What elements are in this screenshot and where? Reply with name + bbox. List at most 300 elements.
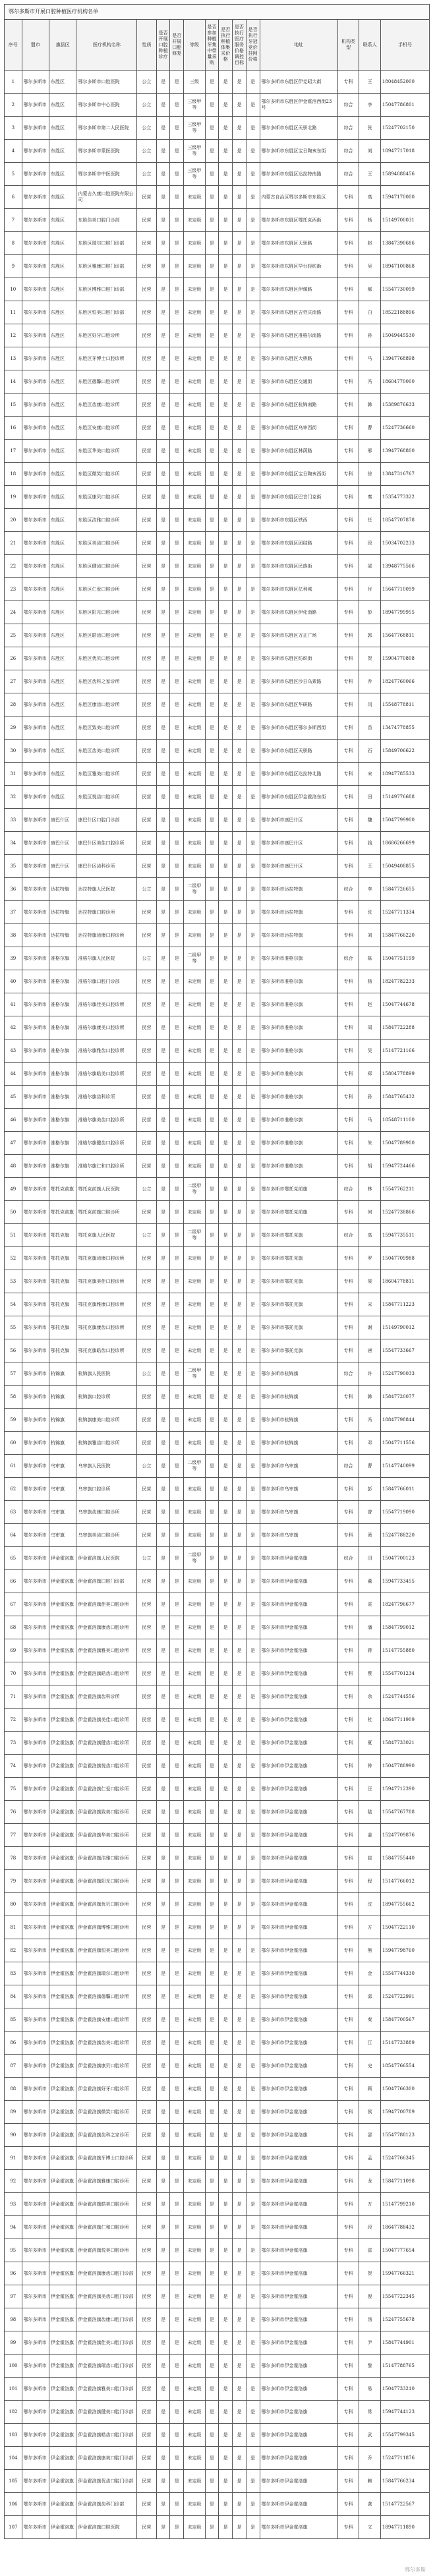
- cell-city: 鄂尔多斯市: [22, 1616, 49, 1639]
- cell-a: 是: [156, 2285, 170, 2308]
- cell-nat: 民营: [137, 2262, 157, 2285]
- cell-c: 是: [205, 1593, 219, 1616]
- cell-idx: 89: [5, 2101, 22, 2124]
- cell-phone: 15547733667: [380, 1339, 429, 1362]
- cell-phone: 15547744330: [380, 1962, 429, 1985]
- cell-lvl: 未定级: [184, 693, 206, 717]
- cell-lvl: 二级甲等: [184, 1547, 206, 1570]
- cell-idx: 8: [5, 232, 22, 255]
- table-row: [5, 1962, 430, 1985]
- cell-addr: 鄂尔多斯市准格尔旗: [260, 1086, 337, 1109]
- cell-lvl: 未定级: [184, 278, 206, 301]
- cell-f: 是: [246, 509, 260, 532]
- cell-addr: 鄂尔多斯市伊金霍洛旗: [260, 1801, 337, 1824]
- cell-name: 伊金霍洛旗口腔医院: [76, 2516, 137, 2539]
- cell-d: 是: [219, 1916, 233, 1939]
- cell-d: 是: [219, 1432, 233, 1455]
- cell-kind: 专科: [337, 2401, 359, 2424]
- cell-name: 乌审旗人民医院: [76, 1455, 137, 1478]
- cell-lvl: 未定级: [184, 2124, 206, 2147]
- cell-c: 是: [205, 1732, 219, 1755]
- cell-c: 是: [205, 2193, 219, 2216]
- cell-idx: 62: [5, 1478, 22, 1501]
- cell-c: 是: [205, 1109, 219, 1132]
- cell-a: 是: [156, 1939, 170, 1962]
- cell-b: 是: [170, 1593, 184, 1616]
- cell-contact: 冯: [359, 370, 381, 394]
- cell-contact: 赵: [359, 993, 381, 1016]
- cell-idx: 1: [5, 71, 22, 94]
- cell-dist: 康巴什区: [49, 855, 76, 878]
- cell-lvl: 未定级: [184, 670, 206, 693]
- header-cell: 联系人: [359, 20, 381, 71]
- table-row: [5, 2493, 430, 2516]
- cell-idx: 3: [5, 117, 22, 140]
- cell-name: 伊金霍洛旗仁和口腔诊所: [76, 2216, 137, 2239]
- table-row: [5, 117, 430, 140]
- cell-nat: 民营: [137, 1985, 157, 2008]
- cell-d: 是: [219, 2493, 233, 2516]
- cell-d: 是: [219, 1870, 233, 1893]
- cell-kind: 专科: [337, 1109, 359, 1132]
- cell-e: 是: [233, 163, 246, 186]
- cell-lvl: 未定级: [184, 1155, 206, 1178]
- table-header-row: [5, 20, 430, 71]
- cell-phone: 15547719090: [380, 1501, 429, 1524]
- cell-c: 是: [205, 1662, 219, 1685]
- cell-phone: 15149790012: [380, 1316, 429, 1339]
- cell-name: 准格尔旗人民医院: [76, 947, 137, 970]
- cell-c: 是: [205, 1086, 219, 1109]
- cell-city: 鄂尔多斯市: [22, 647, 49, 670]
- cell-lvl: 未定级: [184, 2147, 206, 2170]
- cell-nat: 民营: [137, 1524, 157, 1547]
- cell-lvl: 未定级: [184, 1755, 206, 1778]
- cell-phone: 18947755662: [380, 1893, 429, 1916]
- cell-city: 鄂尔多斯市: [22, 1270, 49, 1293]
- cell-nat: 民营: [137, 1316, 157, 1339]
- cell-d: 是: [219, 394, 233, 417]
- cell-city: 鄂尔多斯市: [22, 1178, 49, 1201]
- cell-kind: 专科: [337, 624, 359, 647]
- table-row: [5, 717, 430, 740]
- cell-name: 鄂托克旗康齿口腔诊所: [76, 1316, 137, 1339]
- cell-c: 是: [205, 117, 219, 140]
- table-row: [5, 71, 430, 94]
- cell-contact: 余: [359, 1685, 381, 1709]
- cell-b: 是: [170, 763, 184, 786]
- cell-addr: 鄂尔多斯市东胜区民族街: [260, 555, 337, 578]
- cell-contact: 刘: [359, 924, 381, 947]
- cell-city: 鄂尔多斯市: [22, 717, 49, 740]
- cell-phone: 15804778899: [380, 1063, 429, 1086]
- cell-kind: 专科: [337, 2516, 359, 2539]
- cell-addr: 鄂尔多斯市准格尔旗: [260, 1155, 337, 1178]
- cell-idx: 9: [5, 255, 22, 278]
- cell-dist: 杭锦旗: [49, 1432, 76, 1455]
- cell-e: 是: [233, 2401, 246, 2424]
- cell-name: 鄂尔多斯市中医医院: [76, 163, 137, 186]
- cell-addr: 鄂尔多斯市伊金霍洛旗: [260, 2331, 337, 2355]
- cell-c: 是: [205, 1386, 219, 1409]
- cell-d: 是: [219, 486, 233, 509]
- cell-phone: 15947724466: [380, 1155, 429, 1178]
- cell-name: 伊金霍洛旗齿科之家诊所: [76, 2124, 137, 2147]
- cell-c: 是: [205, 301, 219, 324]
- table-row: [5, 1639, 430, 1662]
- cell-contact: 姜: [359, 1824, 381, 1847]
- cell-kind: 专科: [337, 1132, 359, 1155]
- cell-f: 是: [246, 1547, 260, 1570]
- cell-phone: 15947712390: [380, 1778, 429, 1801]
- cell-a: 是: [156, 163, 170, 186]
- cell-d: 是: [219, 1178, 233, 1201]
- table-row: [5, 1063, 430, 1086]
- cell-a: 是: [156, 186, 170, 209]
- cell-city: 鄂尔多斯市: [22, 2170, 49, 2193]
- cell-f: 是: [246, 1039, 260, 1063]
- cell-idx: 97: [5, 2285, 22, 2308]
- cell-kind: 专科: [337, 1847, 359, 1870]
- cell-lvl: 未定级: [184, 717, 206, 740]
- cell-city: 鄂尔多斯市: [22, 1524, 49, 1547]
- cell-dist: 伊金霍洛旗: [49, 2055, 76, 2078]
- cell-c: 是: [205, 832, 219, 855]
- cell-name: 杭锦旗人民医院: [76, 1362, 137, 1386]
- cell-b: 是: [170, 1316, 184, 1339]
- cell-d: 是: [219, 2331, 233, 2355]
- cell-name: 鄂托克旗齿康口腔诊所: [76, 1247, 137, 1270]
- cell-contact: 顾: [359, 2078, 381, 2101]
- cell-d: 是: [219, 1709, 233, 1732]
- cell-d: 是: [219, 670, 233, 693]
- cell-phone: 15647710099: [380, 578, 429, 601]
- cell-city: 鄂尔多斯市: [22, 1293, 49, 1316]
- table-row: [5, 2424, 430, 2447]
- cell-a: 是: [156, 1386, 170, 1409]
- cell-b: 是: [170, 1755, 184, 1778]
- header-cell: 是否开展口腔修复: [170, 20, 184, 71]
- cell-e: 是: [233, 1801, 246, 1824]
- cell-nat: 民营: [137, 1432, 157, 1455]
- cell-d: 是: [219, 2516, 233, 2539]
- cell-d: 是: [219, 1939, 233, 1962]
- cell-dist: 东胜区: [49, 555, 76, 578]
- cell-c: 是: [205, 370, 219, 394]
- cell-dist: 准格尔旗: [49, 1016, 76, 1039]
- cell-a: 是: [156, 1339, 170, 1362]
- cell-kind: 专科: [337, 347, 359, 370]
- cell-d: 是: [219, 878, 233, 901]
- cell-c: 是: [205, 1247, 219, 1270]
- table-row: [5, 1247, 430, 1270]
- cell-f: 是: [246, 2378, 260, 2401]
- table-row: [5, 970, 430, 993]
- cell-c: 是: [205, 2447, 219, 2470]
- cell-c: 是: [205, 740, 219, 763]
- cell-nat: 民营: [137, 1132, 157, 1155]
- cell-b: 是: [170, 1985, 184, 2008]
- cell-contact: 乔: [359, 2447, 381, 2470]
- cell-dist: 东胜区: [49, 394, 76, 417]
- cell-f: 是: [246, 901, 260, 924]
- cell-name: 东胜区皓齿口腔诊所: [76, 624, 137, 647]
- cell-d: 是: [219, 2147, 233, 2170]
- cell-kind: 专科: [337, 2331, 359, 2355]
- cell-kind: 专科: [337, 1270, 359, 1293]
- cell-c: 是: [205, 1685, 219, 1709]
- cell-f: 是: [246, 2424, 260, 2447]
- cell-name: 东胜区牙博士口腔诊所: [76, 347, 137, 370]
- cell-nat: 民营: [137, 324, 157, 347]
- cell-contact: 蒋: [359, 1639, 381, 1662]
- table-row: [5, 1155, 430, 1178]
- cell-nat: 公立: [137, 947, 157, 970]
- cell-addr: 鄂尔多斯市东胜区亿利城: [260, 578, 337, 601]
- cell-f: 是: [246, 255, 260, 278]
- cell-idx: 36: [5, 878, 22, 901]
- cell-f: 是: [246, 2239, 260, 2262]
- table-row: [5, 555, 430, 578]
- cell-name: 鄂尔多斯市第二人民医院: [76, 117, 137, 140]
- cell-kind: 专科: [337, 1570, 359, 1593]
- cell-contact: 龚: [359, 2493, 381, 2516]
- cell-dist: 鄂托克旗: [49, 1293, 76, 1316]
- cell-a: 是: [156, 486, 170, 509]
- cell-lvl: 未定级: [184, 578, 206, 601]
- cell-idx: 26: [5, 647, 22, 670]
- cell-d: 是: [219, 140, 233, 163]
- cell-dist: 东胜区: [49, 463, 76, 486]
- cell-contact: 唐: [359, 1339, 381, 1362]
- table-row: [5, 509, 430, 532]
- cell-kind: 专科: [337, 1247, 359, 1270]
- cell-b: 是: [170, 2055, 184, 2078]
- cell-lvl: 三级甲等: [184, 94, 206, 117]
- cell-name: 东胜区华美口腔诊所: [76, 440, 137, 463]
- cell-a: 是: [156, 1732, 170, 1755]
- cell-e: 是: [233, 2032, 246, 2055]
- cell-idx: 4: [5, 140, 22, 163]
- table-row: [5, 1293, 430, 1316]
- cell-kind: 专科: [337, 578, 359, 601]
- cell-phone: 15147733889: [380, 2032, 429, 2055]
- cell-e: 是: [233, 763, 246, 786]
- cell-nat: 民营: [137, 2447, 157, 2470]
- cell-dist: 东胜区: [49, 186, 76, 209]
- cell-kind: 综合: [337, 163, 359, 186]
- cell-f: 是: [246, 878, 260, 901]
- table-row: [5, 2124, 430, 2147]
- cell-addr: 鄂尔多斯市伊金霍洛旗: [260, 2285, 337, 2308]
- cell-f: 是: [246, 2101, 260, 2124]
- cell-phone: 15947733455: [380, 1570, 429, 1593]
- table-row: [5, 2285, 430, 2308]
- cell-idx: 58: [5, 1386, 22, 1409]
- cell-e: 是: [233, 94, 246, 117]
- cell-b: 是: [170, 486, 184, 509]
- cell-phone: 15947700789: [380, 2101, 429, 2124]
- cell-contact: 汤: [359, 2308, 381, 2331]
- cell-city: 鄂尔多斯市: [22, 670, 49, 693]
- table-row: [5, 2470, 430, 2493]
- table-row: [5, 2378, 430, 2401]
- cell-c: 是: [205, 993, 219, 1016]
- cell-dist: 东胜区: [49, 763, 76, 786]
- cell-f: 是: [246, 2516, 260, 2539]
- cell-dist: 东胜区: [49, 278, 76, 301]
- cell-dist: 乌审旗: [49, 1501, 76, 1524]
- cell-addr: 鄂尔多斯市伊金霍洛旗: [260, 1662, 337, 1685]
- cell-addr: 鄂尔多斯市伊金霍洛旗: [260, 2470, 337, 2493]
- cell-dist: 乌审旗: [49, 1478, 76, 1501]
- cell-addr: 鄂尔多斯市伊金霍洛旗: [260, 2170, 337, 2193]
- cell-a: 是: [156, 1893, 170, 1916]
- cell-e: 是: [233, 1847, 246, 1870]
- cell-phone: 15894888456: [380, 163, 429, 186]
- cell-f: 是: [246, 647, 260, 670]
- cell-city: 鄂尔多斯市: [22, 440, 49, 463]
- cell-name: 准格尔旗齿科诊所: [76, 1086, 137, 1109]
- cell-d: 是: [219, 2355, 233, 2378]
- table-row: [5, 1362, 430, 1386]
- cell-nat: 民营: [137, 2078, 157, 2101]
- cell-addr: 鄂尔多斯市东胜区伊金霍洛西街23号: [260, 94, 337, 117]
- cell-name: 达拉特旗口腔诊所: [76, 901, 137, 924]
- cell-c: 是: [205, 1016, 219, 1039]
- cell-name: 伊金霍洛旗瑞齿口腔门诊部: [76, 2355, 137, 2378]
- table-row: [5, 993, 430, 1016]
- cell-nat: 民营: [137, 1685, 157, 1709]
- cell-e: 是: [233, 2308, 246, 2331]
- cell-nat: 民营: [137, 2124, 157, 2147]
- cell-idx: 19: [5, 486, 22, 509]
- cell-addr: 鄂尔多斯市伊金霍洛旗: [260, 2078, 337, 2101]
- cell-f: 是: [246, 1247, 260, 1270]
- cell-contact: 高: [359, 1224, 381, 1247]
- cell-idx: 105: [5, 2470, 22, 2493]
- cell-dist: 杭锦旗: [49, 1386, 76, 1409]
- cell-addr: 鄂尔多斯市伊金霍洛旗: [260, 2055, 337, 2078]
- table-row: [5, 1386, 430, 1409]
- cell-lvl: 未定级: [184, 1616, 206, 1639]
- cell-c: 是: [205, 2008, 219, 2032]
- cell-idx: 85: [5, 2008, 22, 2032]
- cell-d: 是: [219, 347, 233, 370]
- cell-a: 是: [156, 1109, 170, 1132]
- cell-b: 是: [170, 1178, 184, 1201]
- cell-city: 鄂尔多斯市: [22, 2124, 49, 2147]
- cell-phone: 15847711223: [380, 1293, 429, 1316]
- cell-name: 伊金霍洛旗皓齿口腔诊所: [76, 1662, 137, 1685]
- cell-name: 伊金霍洛旗雅美口腔门诊部: [76, 2378, 137, 2401]
- cell-city: 鄂尔多斯市: [22, 2101, 49, 2124]
- cell-name: 鄂托克旗人民医院: [76, 1224, 137, 1247]
- cell-nat: 民营: [137, 2216, 157, 2239]
- cell-f: 是: [246, 855, 260, 878]
- cell-idx: 87: [5, 2055, 22, 2078]
- header-cell: 是否执行医疗服务价格调控目标: [233, 20, 246, 71]
- cell-dist: 东胜区: [49, 440, 76, 463]
- cell-b: 是: [170, 1639, 184, 1662]
- cell-d: 是: [219, 1016, 233, 1039]
- cell-a: 是: [156, 763, 170, 786]
- cell-addr: 鄂尔多斯市东胜区交通街: [260, 370, 337, 394]
- cell-lvl: 未定级: [184, 463, 206, 486]
- cell-nat: 民营: [137, 1847, 157, 1870]
- cell-city: 鄂尔多斯市: [22, 1778, 49, 1801]
- cell-idx: 103: [5, 2424, 22, 2447]
- cell-city: 鄂尔多斯市: [22, 2516, 49, 2539]
- cell-b: 是: [170, 901, 184, 924]
- cell-name: 伊金霍洛旗康贝口腔诊所: [76, 2055, 137, 2078]
- cell-nat: 民营: [137, 740, 157, 763]
- cell-d: 是: [219, 1501, 233, 1524]
- cell-b: 是: [170, 2193, 184, 2216]
- cell-kind: 专科: [337, 1639, 359, 1662]
- cell-f: 是: [246, 970, 260, 993]
- cell-name: 东胜区致美口腔诊所: [76, 717, 137, 740]
- cell-kind: 专科: [337, 255, 359, 278]
- cell-a: 是: [156, 1685, 170, 1709]
- cell-dist: 准格尔旗: [49, 1086, 76, 1109]
- cell-dist: 准格尔旗: [49, 970, 76, 993]
- cell-addr: 鄂尔多斯市伊金霍洛旗: [260, 1755, 337, 1778]
- cell-b: 是: [170, 1916, 184, 1939]
- table-row: [5, 1339, 430, 1362]
- cell-phone: 15849706622: [380, 740, 429, 763]
- cell-city: 鄂尔多斯市: [22, 1339, 49, 1362]
- cell-addr: 鄂尔多斯市伊金霍洛旗: [260, 1593, 337, 1616]
- cell-nat: 民营: [137, 1086, 157, 1109]
- cell-a: 是: [156, 1478, 170, 1501]
- cell-e: 是: [233, 1570, 246, 1593]
- cell-lvl: 未定级: [184, 1247, 206, 1270]
- cell-e: 是: [233, 1339, 246, 1362]
- table-row: [5, 1086, 430, 1109]
- cell-c: 是: [205, 394, 219, 417]
- cell-b: 是: [170, 786, 184, 809]
- cell-e: 是: [233, 578, 246, 601]
- cell-kind: 专科: [337, 1870, 359, 1893]
- header-cell: 是否执行牙冠竞价挂网价格: [246, 20, 260, 71]
- cell-name: 伊金霍洛旗安康口腔诊所: [76, 2008, 137, 2032]
- cell-lvl: 未定级: [184, 993, 206, 1016]
- cell-city: 鄂尔多斯市: [22, 486, 49, 509]
- cell-d: 是: [219, 2239, 233, 2262]
- cell-c: 是: [205, 2078, 219, 2101]
- cell-phone: 15247744556: [380, 1685, 429, 1709]
- cell-f: 是: [246, 1339, 260, 1362]
- cell-c: 是: [205, 209, 219, 232]
- cell-d: 是: [219, 947, 233, 970]
- table-row: [5, 1685, 430, 1709]
- cell-contact: 田: [359, 786, 381, 809]
- cell-addr: 鄂尔多斯市东胜区纺织街: [260, 647, 337, 670]
- cell-city: 鄂尔多斯市: [22, 1824, 49, 1847]
- cell-a: 是: [156, 255, 170, 278]
- cell-addr: 鄂尔多斯市伊金霍洛旗: [260, 1709, 337, 1732]
- cell-nat: 民营: [137, 1478, 157, 1501]
- cell-b: 是: [170, 1939, 184, 1962]
- cell-b: 是: [170, 1086, 184, 1109]
- cell-phone: 18947799955: [380, 601, 429, 624]
- cell-idx: 59: [5, 1409, 22, 1432]
- cell-c: 是: [205, 1570, 219, 1593]
- cell-contact: 金: [359, 1962, 381, 1985]
- cell-kind: 专科: [337, 1432, 359, 1455]
- cell-city: 鄂尔多斯市: [22, 232, 49, 255]
